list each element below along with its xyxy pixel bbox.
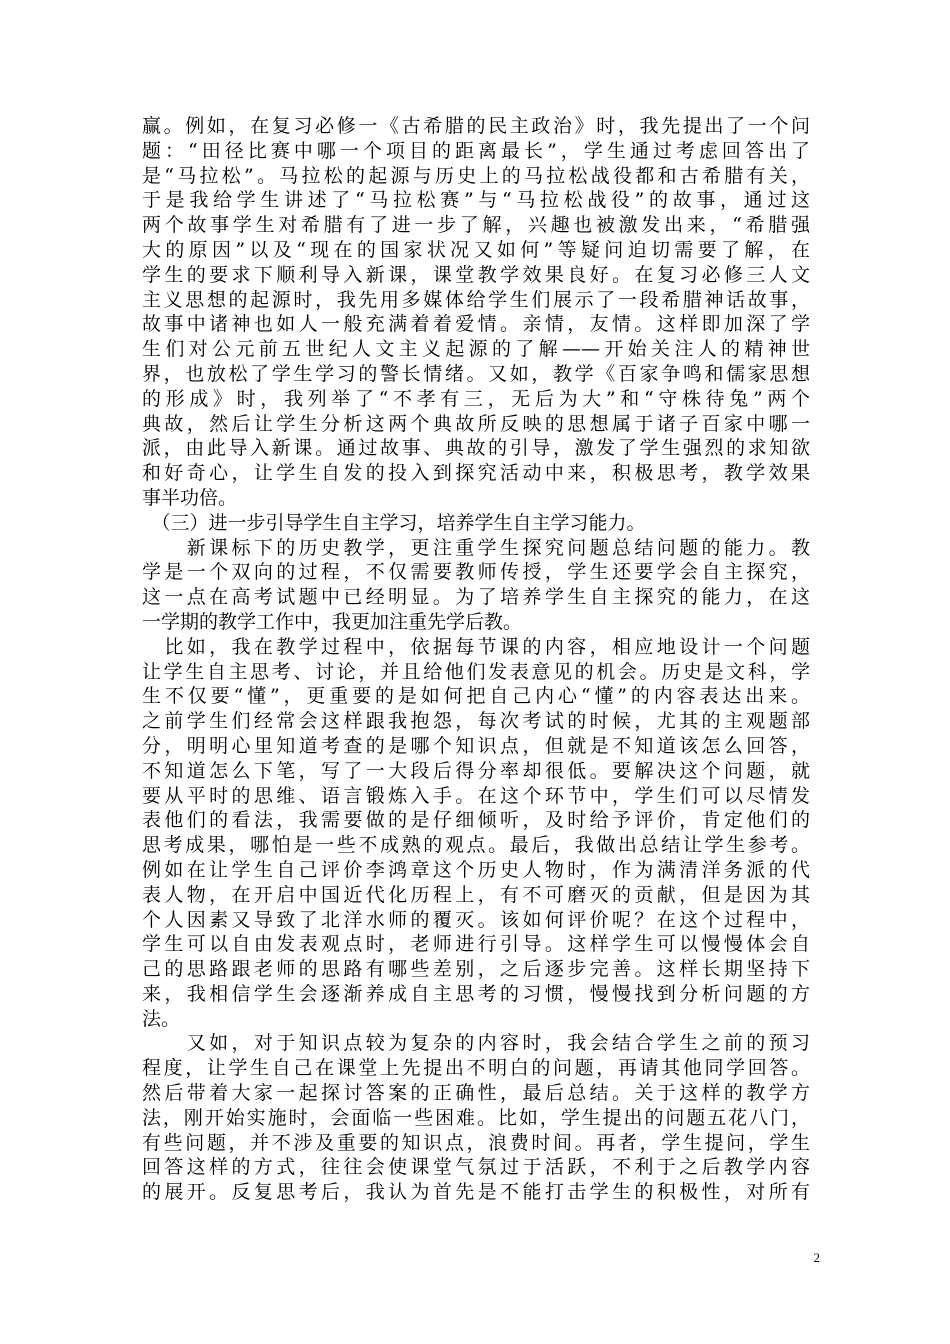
text-line: 学是一个双向的过程，不仅需要教师传授，学生还要学会自主探究， xyxy=(142,561,810,584)
text-line: 于是我给学生讲述了“马拉松赛”与“马拉松战役”的故事，通过这 xyxy=(142,189,810,212)
text-line: 一学期的教学工作中，我更加注重先学后教。 xyxy=(142,610,523,633)
text-line: 回答这样的方式，往往会使课堂气氛过于活跃，不利于之后教学内容 xyxy=(142,1156,810,1179)
text-line: 题：“田径比赛中哪一个项目的距离最长”，学生通过考虑回答出了 xyxy=(142,139,810,162)
text-line: 己的思路跟老师的思路有哪些差别，之后逐步完善。这样长期坚持下 xyxy=(142,958,810,981)
text-line: 赢。例如，在复习必修一《古希腊的民主政治》时，我先提出了一个问 xyxy=(142,115,810,137)
text-line: 事半功倍。 xyxy=(142,486,238,509)
text-line: 表他们的看法，我需要做的是仔细倾听，及时给予评价，肯定他们的 xyxy=(142,809,810,832)
text-line: 派，由此导入新课。通过故事、典故的引导，激发了学生强烈的求知欲 xyxy=(142,437,810,460)
text-line: 界，也放松了学生学习的警长情绪。又如，教学《百家争鸣和儒家思想 xyxy=(142,362,810,385)
text-line: 之前学生们经常会这样跟我抱怨，每次考试的时候，尤其的主观题部 xyxy=(142,710,810,733)
page-number: 2 xyxy=(813,1250,820,1265)
text-line: 生不仅要“懂”，更重要的是如何把自己内心“懂”的内容表达出来。 xyxy=(142,685,810,708)
text-line: 的形成》时，我列举了“不孝有三，无后为大”和“守株待兔”两个 xyxy=(142,387,810,410)
text-line: 主义思想的起源时，我先用多媒体给学生们展示了一段希腊神话故事， xyxy=(142,288,810,311)
text-line: 又如，对于知识点较为复杂的内容时，我会结合学生之前的预习 xyxy=(142,1032,810,1055)
text-line: 和好奇心，让学生自发的投入到探究活动中来，积极思考，教学效果 xyxy=(142,462,810,485)
text-line: 让学生自主思考、讨论，并且给他们发表意见的机会。历史是文科，学 xyxy=(142,660,810,683)
text-line: 来，我相信学生会逐渐养成自主思考的习惯，慢慢找到分析问题的方 xyxy=(142,982,810,1005)
text-line: 新课标下的历史教学，更注重学生探究问题总结问题的能力。教 xyxy=(142,536,810,559)
text-line: 比如，我在教学过程中，依据每节课的内容，相应地设计一个问题 xyxy=(142,635,810,658)
body-text xyxy=(142,114,810,1205)
text-line: 典故，然后让学生分析这两个典故所反映的思想属于诸子百家中哪一 xyxy=(142,412,810,435)
text-line: 两个故事学生对希腊有了进一步了解，兴趣也被激发出来，“希腊强 xyxy=(142,214,810,237)
text-line: 不知道怎么下笔，写了一大段后得分率却很低。要解决这个问题，就 xyxy=(142,759,810,782)
text-line: 有些问题，并不涉及重要的知识点，浪费时间。再者，学生提问，学生 xyxy=(142,1131,810,1154)
text-line: 思考成果，哪怕是一些不成熟的观点。最后，我做出总结让学生参考。 xyxy=(142,834,810,857)
text-line: （三）进一步引导学生自主学习，培养学生自主学习能力。 xyxy=(142,511,646,534)
text-line: 要从平时的思维、语言锻炼入手。在这个环节中，学生们可以尽情发 xyxy=(142,784,810,807)
text-line: 个人因素又导致了北洋水师的覆灭。该如何评价呢？在这个过程中， xyxy=(142,908,810,931)
text-line: 分，明明心里知道考查的是哪个知识点，但就是不知道该怎么回答， xyxy=(142,734,810,757)
text-line: 表人物，在开启中国近代化历程上，有不可磨灭的贡献，但是因为其 xyxy=(142,883,810,906)
text-line: 是“马拉松”。马拉松的起源与历史上的马拉松战役都和古希腊有关， xyxy=(142,164,810,187)
text-line: 法。 xyxy=(142,1007,181,1030)
text-line: 学生可以自由发表观点时，老师进行引导。这样学生可以慢慢体会自 xyxy=(142,933,810,956)
text-line: 程度，让学生自己在课堂上先提出不明白的问题，再请其他同学回答。 xyxy=(142,1057,810,1080)
text-line: 的展开。反复思考后，我认为首先是不能打击学生的积极性，对所有 xyxy=(142,1181,810,1204)
text-line: 然后带着大家一起探讨答案的正确性，最后总结。关于这样的教学方 xyxy=(142,1082,810,1105)
text-line: 故事中诸神也如人一般充满着着爱情。亲情，友情。这样即加深了学 xyxy=(142,313,810,336)
text-line: 法，刚开始实施时，会面临一些困难。比如，学生提出的问题五花八门， xyxy=(142,1106,810,1129)
text-line: 学生的要求下顺利导入新课，课堂教学效果良好。在复习必修三人文 xyxy=(142,263,810,286)
text-line: 这一点在高考试题中已经明显。为了培养学生自主探究的能力，在这 xyxy=(142,586,810,609)
text-line: 生们对公元前五世纪人文主义起源的了解——开始关注人的精神世 xyxy=(142,338,810,361)
text-line: 大的原因”以及“现在的国家状况又如何”等疑问迫切需要了解，在 xyxy=(142,238,810,261)
text-line: 例如在让学生自己评价李鸿章这个历史人物时，作为满清洋务派的代 xyxy=(142,858,810,881)
